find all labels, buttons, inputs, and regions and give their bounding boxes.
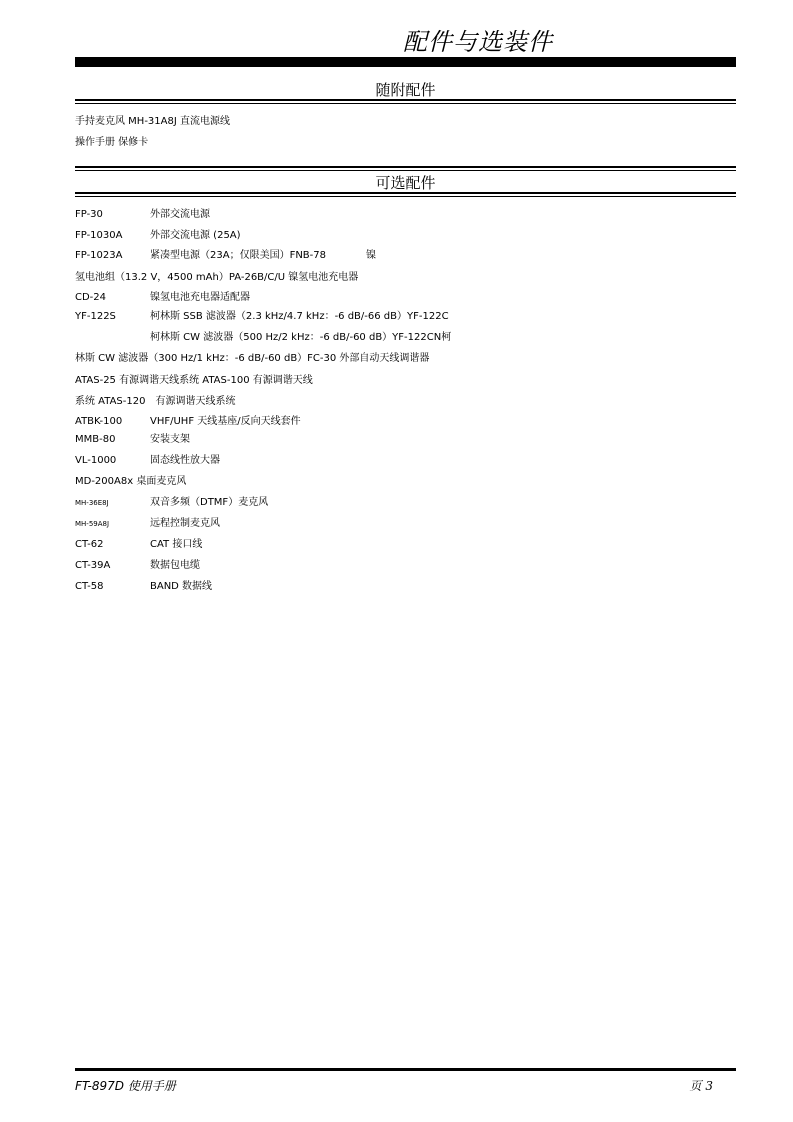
accessory-code: VL-1000	[75, 455, 117, 466]
page-title: 配件与选装件	[403, 28, 553, 56]
accessory-description: CAT 接口线	[150, 539, 203, 550]
accessory-description: 远程控制麦克风	[150, 518, 220, 529]
accessory-description: ATAS-25 有源调谐天线系统 ATAS-100 有源调谐天线	[75, 375, 313, 386]
accessory-row	[75, 205, 210, 220]
accessory-row	[75, 328, 451, 343]
accessory-row	[75, 430, 190, 445]
accessory-description: 柯林斯 CW 滤波器（500 Hz/2 kHz：-6 dB/-60 dB）YF-122CN柯	[150, 332, 452, 343]
accessory-row	[75, 412, 301, 427]
accessory-code: CT-39A	[75, 560, 111, 571]
included-section-header	[75, 81, 736, 104]
accessory-code: ATBK-100	[75, 416, 123, 427]
accessory-row	[75, 349, 429, 364]
accessory-description: BAND 数据线	[150, 581, 213, 592]
accessory-row	[75, 392, 235, 407]
accessory-description: 柯林斯 SSB 滤波器（2.3 kHz/4.7 kHz：-6 dB/-66 dB）YF-122C	[150, 311, 449, 322]
accessory-row	[75, 246, 376, 261]
accessory-description: 镍氢电池充电器适配器	[150, 292, 250, 303]
accessory-code: FP-1030A	[75, 230, 123, 241]
accessory-row	[75, 226, 241, 241]
accessory-row	[75, 577, 212, 592]
accessory-row	[75, 535, 202, 550]
accessory-row	[75, 288, 250, 303]
accessory-code: MMB-80	[75, 434, 116, 445]
accessory-row	[75, 451, 220, 466]
accessory-row	[75, 472, 186, 487]
accessory-code: CT-58	[75, 581, 104, 592]
accessory-description: 外部交流电源	[150, 209, 210, 220]
accessory-description: 系统 ATAS-120 有源调谐天线系统	[75, 396, 236, 407]
footer-manual-title: FT-897D 使用手册	[75, 1079, 176, 1093]
footer-bar	[75, 1068, 736, 1071]
included-line: 手持麦克风 MH-31A8J 直流电源线	[75, 116, 230, 127]
accessory-description: 林斯 CW 滤波器（300 Hz/1 kHz：-6 dB/-60 dB）FC-30 外部自动天线调谐器	[75, 353, 430, 364]
accessory-code: CD-24	[75, 292, 107, 303]
accessory-code: CT-62	[75, 539, 104, 550]
included-line: 操作手册 保修卡	[75, 137, 149, 148]
accessory-code: YF-122S	[75, 311, 116, 322]
accessory-row	[75, 268, 358, 283]
included-heading: 随附配件	[375, 81, 436, 99]
accessory-description: VHF/UHF 天线基座/反向天线套件	[150, 416, 301, 427]
accessory-description: 双音多频（DTMF）麦克风	[150, 497, 269, 508]
accessory-row	[75, 514, 220, 529]
accessory-code: FP-1023A	[75, 250, 123, 261]
accessory-description: MD-200A8x 桌面麦克风	[75, 476, 187, 487]
header-bar	[75, 57, 736, 67]
accessory-description: 紧凑型电源（23A；仅限美国）FNB-78 镍	[150, 250, 376, 261]
accessory-row	[75, 556, 200, 571]
accessory-description: 安装支架	[150, 434, 190, 445]
accessory-description: 外部交流电源 (25A)	[150, 230, 241, 241]
page-number: 页 3	[689, 1079, 713, 1093]
accessory-row	[75, 493, 268, 508]
accessory-row	[75, 371, 313, 386]
accessory-description: 固态线性放大器	[150, 455, 220, 466]
optional-heading: 可选配件	[375, 174, 436, 192]
accessory-row	[75, 307, 449, 322]
accessory-code: MH-36E8J	[75, 499, 109, 507]
accessory-code: FP-30	[75, 209, 103, 220]
accessory-code: MH-59A8J	[75, 520, 110, 528]
accessory-description: 氢电池组（13.2 V，4500 mAh）PA-26B/C/U 镍氢电池充电器	[75, 272, 359, 283]
accessory-description: 数据包电缆	[150, 560, 200, 571]
optional-section-header	[75, 166, 736, 197]
